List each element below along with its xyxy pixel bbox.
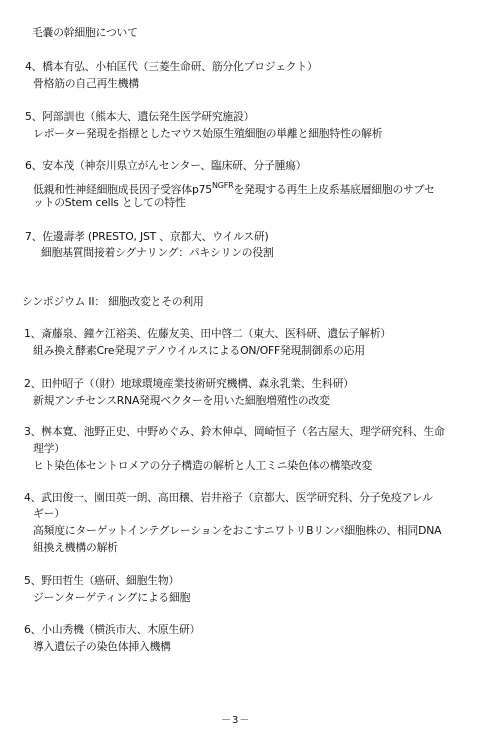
sym-talk-6-authors bbox=[24, 623, 200, 636]
authors: 佐邊壽孝 (PRESTO, JST 、京都大、ウイルス研) bbox=[42, 230, 269, 243]
sym-talk-4-title-line2: 組換え機構の解析 bbox=[33, 541, 118, 554]
authors: 阿部訓也（熊本大、遺伝発生医学研究施設） bbox=[42, 110, 255, 123]
authors: 安本茂（神奈川県立がんセンター、臨床研、分子腫瘍） bbox=[42, 159, 307, 172]
talk-5-title: レポーター発現を指標としたマウス始原生殖細胞の単離と細胞特性の解析 bbox=[33, 127, 383, 140]
sym-talk-3-authors-line2: 理学） bbox=[33, 442, 65, 455]
talk-4-title: 骨格筋の自己再生機構 bbox=[33, 77, 139, 90]
title-part: 低親和性神経細胞成長因子受容体p75 bbox=[33, 183, 212, 196]
talk-number: 2、 bbox=[24, 377, 42, 390]
authors: 野田哲生（癌研、細胞生物） bbox=[41, 574, 180, 587]
sym-talk-2-authors bbox=[24, 377, 354, 390]
sym-talk-4-authors-line1 bbox=[24, 491, 433, 504]
superscript-ngfr: NGFR bbox=[211, 181, 234, 190]
title-part: を発現する再生上皮系基底層細胞のサブセ bbox=[233, 183, 435, 196]
talk-6-title-line2: ットのStem cells としての特性 bbox=[33, 196, 186, 209]
talk-number: 4、 bbox=[24, 491, 42, 504]
talk-6-title-line1 bbox=[33, 179, 435, 196]
talk-4-authors bbox=[25, 60, 318, 73]
authors: 武田俊一、園田英一朗、高田穣、岩井裕子（京都大、医学研究科、分子免疫アレル bbox=[41, 491, 433, 504]
talk-number: 7、 bbox=[25, 230, 43, 243]
sym-talk-1-title: 組み換え酵素Cre発現アデノウイルスによるON/OFF発現制御系の応用 bbox=[33, 344, 365, 357]
sym-talk-1-authors bbox=[24, 327, 391, 340]
sym-talk-4-title-line1: 高頻度にターゲットインテグレーションをおこすニワトリBリンパ細胞株の、相同DNA bbox=[33, 524, 442, 537]
talk-number: 6、 bbox=[24, 623, 42, 636]
talk-6-authors bbox=[25, 159, 306, 172]
intro-line: 毛嚢の幹細胞について bbox=[32, 26, 138, 39]
talk-number: 4、 bbox=[25, 60, 43, 73]
authors: 桝本寛、池野正史、中野めぐみ、鈴木伸卓、岡崎恒子（名古屋大、理学研究科、生命 bbox=[41, 425, 445, 438]
talk-5-authors bbox=[25, 110, 254, 123]
authors: 田仲昭子（（財）地球環境産業技術研究機構、森永乳業、生科研） bbox=[41, 377, 354, 390]
authors: 斎藤泉、鐘ケ江裕美、佐藤友美、田中啓二（東大、医科研、遺伝子解析） bbox=[41, 327, 391, 340]
page-number: －3－ bbox=[221, 715, 251, 726]
talk-7-title: 細胞基質間接着シグナリング：パキシリンの役割 bbox=[41, 246, 274, 259]
sym-talk-6-title: 導入遺伝子の染色体挿入機構 bbox=[33, 640, 171, 653]
talk-number: 5、 bbox=[24, 574, 42, 587]
sym-talk-3-authors-line1 bbox=[24, 425, 445, 438]
talk-number: 3、 bbox=[24, 425, 42, 438]
talk-number: 1、 bbox=[24, 327, 42, 340]
sym-talk-2-title: 新規アンチセンスRNA発現ベクターを用いた細胞増殖性の改変 bbox=[33, 394, 330, 407]
sym-talk-5-title: ジーンターゲティングによる細胞 bbox=[33, 591, 191, 604]
authors: 橋本有弘、小柏匡代（三菱生命研、筋分化プロジェクト） bbox=[42, 60, 318, 73]
sym-talk-5-authors bbox=[24, 574, 179, 587]
talk-number: 6、 bbox=[25, 159, 43, 172]
talk-7-authors bbox=[25, 230, 269, 243]
sym-talk-4-authors-line2: ギー） bbox=[33, 507, 65, 520]
sym-talk-3-title: ヒト染色体セントロメアの分子構造の解析と人工ミニ染色体の構築改変 bbox=[33, 459, 373, 472]
talk-number: 5、 bbox=[25, 110, 43, 123]
section-heading: シンポジウム II： 細胞改変とその利用 bbox=[22, 295, 204, 308]
authors: 小山秀機（横浜市大、木原生研） bbox=[41, 623, 201, 636]
